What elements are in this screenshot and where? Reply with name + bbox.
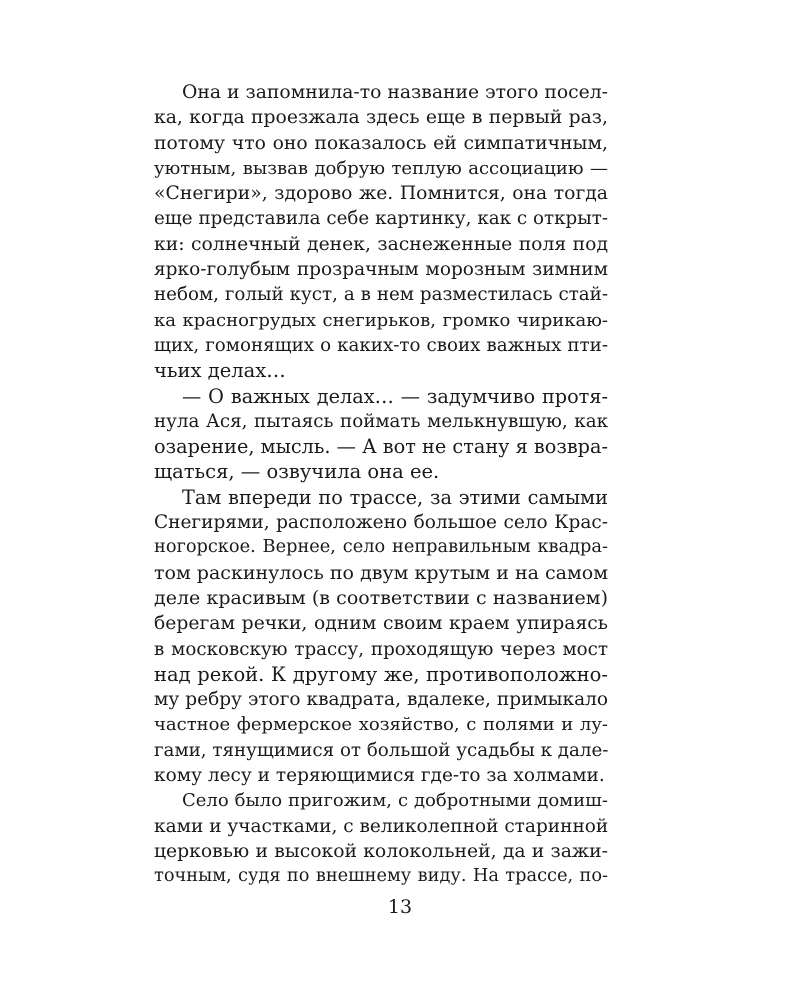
text-line: берегам речки, одним своим краем упираясь (154, 613, 608, 635)
text-line: нула Ася, пытаясь поймать мелькнувшую, как (154, 410, 608, 432)
text-line: ки: солнечный денек, заснеженные поля под (154, 233, 608, 255)
text-line: ками и участками, с великолепной старинной (154, 815, 609, 837)
text-line: ярко-голубым прозрачным морозным зимним (154, 259, 608, 281)
text-line: еще представила себе картинку, как с открыт- (154, 208, 608, 230)
text-line: щаться, — озвучила она ее. (154, 460, 440, 484)
text-line: «Снегири», здорово же. Помнится, она тогда (154, 183, 608, 205)
text-line: ка, когда проезжала здесь еще в первый раз, (154, 107, 608, 129)
text-line: Она и запомнила-то название этого посел- (182, 82, 608, 103)
text-line: Снегирями, расположено большое село Крас- (154, 512, 608, 534)
text-line: небом, голый куст, а в нем разместилась стай- (154, 284, 608, 306)
text-line: щих, гомонящих о каких-то своих важных пти- (154, 334, 608, 356)
text-line: над рекой. К другому же, противоположно- (154, 662, 608, 686)
text-line: точным, судя по внешнему виду. На трассе, по- (154, 866, 608, 887)
page-number: 13 (387, 896, 413, 918)
text-line: озарение, мысль. — А вот не стану я возвра- (154, 435, 608, 459)
text-line: — О важных делах… — задумчиво протя- (182, 384, 608, 408)
text-line: му ребру этого квадрата, вдалеке, примыкало (154, 689, 608, 711)
text-line: частное фермерское хозяйство, с полями и лу- (154, 714, 608, 736)
text-line: церковью и высокой колокольней, да и зажи- (154, 840, 608, 862)
text-line: деле красивым (в соответствии с названием) (154, 586, 608, 609)
text-line: гами, тянущимися от большой усадьбы к дале- (154, 739, 609, 761)
text-line: Там впереди по трассе, за этими самыми (182, 485, 608, 509)
text-line: в московскую трассу, проходящую через мост (154, 638, 608, 660)
text-line: кому лесу и теряющимися где-то за холмами. (154, 765, 605, 787)
text-line: ногорское. Вернее, село неправильным квадра- (154, 537, 608, 558)
text-line: том раскинулось по двум крутым и на самом (154, 561, 608, 584)
text-line: Село было пригожим, с добротными домиш- (182, 790, 608, 812)
text-line: уютным, вызвав добрую теплую ассоциацию — (154, 157, 608, 179)
text-line: чьих делах… (154, 359, 286, 383)
book-page-text (154, 80, 608, 890)
text-line: потому что оно показалось ей симпатичным, (154, 132, 608, 154)
text-line: ка красногрудых снегирьков, громко чирикаю- (154, 309, 608, 331)
